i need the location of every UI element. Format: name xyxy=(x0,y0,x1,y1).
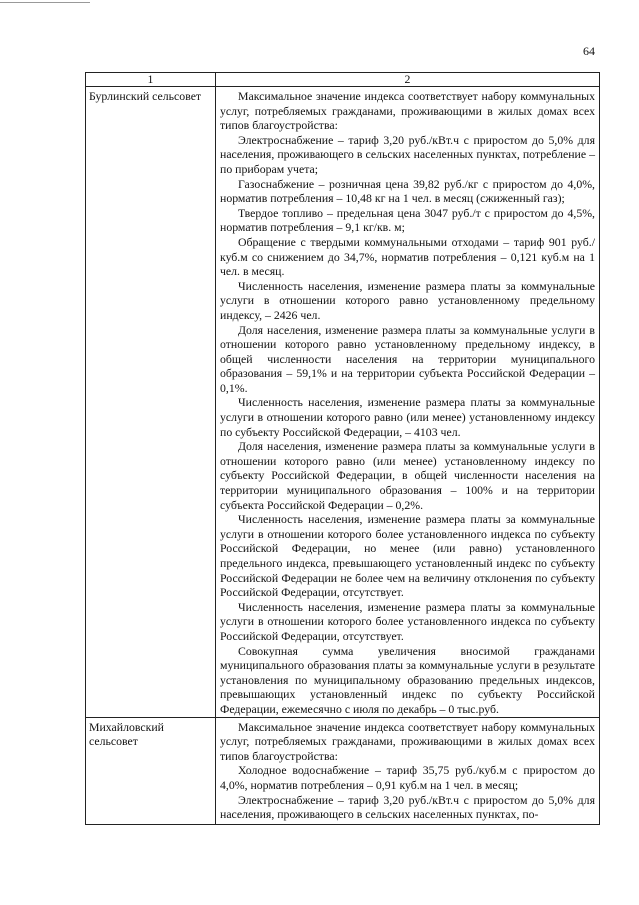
paragraph: Доля населения, изменение размера платы за коммунальные услуги в отношении которого равно (или менее) установленному индексу по субъекту Российской Федерации, в общей численности населения на территории муниципального образования – 100% и на территории субъекта Российской Федерации – 0,2%. xyxy=(220,439,595,512)
table-row-burlinsky xyxy=(86,87,600,718)
municipality-name: Бурлинский сельсовет xyxy=(86,87,216,718)
paragraph: Численность населения, изменение размера платы за коммунальные услуги в отношении которого более установленного индекса по субъекту Российской Федерации, отсутствует. xyxy=(220,599,595,643)
paragraph: Максимальное значение индекса соответствует набору коммунальных услуг, потребляемых гражданами, проживающими в жилых домах всех типов благоустройства: xyxy=(220,719,595,763)
paragraph: Электроснабжение – тариф 3,20 руб./кВт.ч с приростом до 5,0% для населения, проживающего в сельских населенных пунктах, по- xyxy=(220,792,595,822)
table-row-mikhailovsky xyxy=(86,717,600,824)
scan-edge-line xyxy=(0,2,90,3)
paragraph: Доля населения, изменение размера платы за коммунальные услуги в отношении которого равно установленному предельному индексу, в общей численности населения на территории муниципального образования – 59,1% и на территории субъекта Российской Федерации – 0,1%. xyxy=(220,322,595,395)
column-header-row xyxy=(86,73,600,87)
paragraph: Максимальное значение индекса соответствует набору коммунальных услуг, потребляемых гражданами, проживающими в жилых домах всех типов благоустройства: xyxy=(220,89,595,133)
column-header-2: 2 xyxy=(216,73,600,87)
paragraph: Совокупная сумма увеличения вносимой гражданами муниципального образования платы за коммунальные услуги в результате установления по муниципальному образованию предельных индексов, превышающих установленный индекс по субъекту Российской Федерации, ежемесячно с июля по декабрь – 0 тыс.руб. xyxy=(220,643,595,716)
page-break-clip xyxy=(220,720,595,824)
paragraph: Численность населения, изменение размера платы за коммунальные услуги в отношении которого равно установленному предельному индексу, – 2426 чел. xyxy=(220,278,595,322)
paragraph: Численность населения, изменение размера платы за коммунальные услуги в отношении которого более установленного индекса по субъекту Российской Федерации, но менее (или равно) установленного предельного индекса, превышающего установленный индекс по субъекту Российской Федерации не более чем на величину отклонения по субъекту Российской Федерации, отсутствует. xyxy=(220,512,595,600)
column-header-1: 1 xyxy=(86,73,216,87)
paragraph: Газоснабжение – розничная цена 39,82 руб./кг с приростом до 4,0%, норматив потребления – 10,48 кг на 1 чел. в месяц (сжиженный газ); xyxy=(220,176,595,206)
page-number: 64 xyxy=(583,44,595,58)
paragraph: Обращение с твердыми коммунальными отходами – тариф 901 руб./куб.м со снижением до 34,7%, норматив потребления – 0,121 куб.м на 1 чел. в месяц. xyxy=(220,234,595,279)
municipality-description xyxy=(216,87,600,718)
paragraph: Электроснабжение – тариф 3,20 руб./кВт.ч с приростом до 5,0% для населения, проживающего в сельских населенных пунктах, потребление – по приборам учета; xyxy=(220,132,595,176)
municipal-index-table xyxy=(85,72,600,825)
paragraph: Численность населения, изменение размера платы за коммунальные услуги в отношении которого равно (или менее) установленному индексу по субъекту Российской Федерации, – 4103 чел. xyxy=(220,395,595,439)
paragraph: Твердое топливо – предельная цена 3047 руб./т с приростом до 4,5%, норматив потребления – 9,1 кг/кв. м; xyxy=(220,205,595,235)
municipality-name: Михайловский сельсовет xyxy=(86,717,216,824)
municipality-description xyxy=(216,717,600,824)
paragraph: Холодное водоснабжение – тариф 35,75 руб./куб.м с приростом до 4,0%, норматив потребления – 0,91 куб.м на 1 чел. в месяц; xyxy=(220,763,595,792)
